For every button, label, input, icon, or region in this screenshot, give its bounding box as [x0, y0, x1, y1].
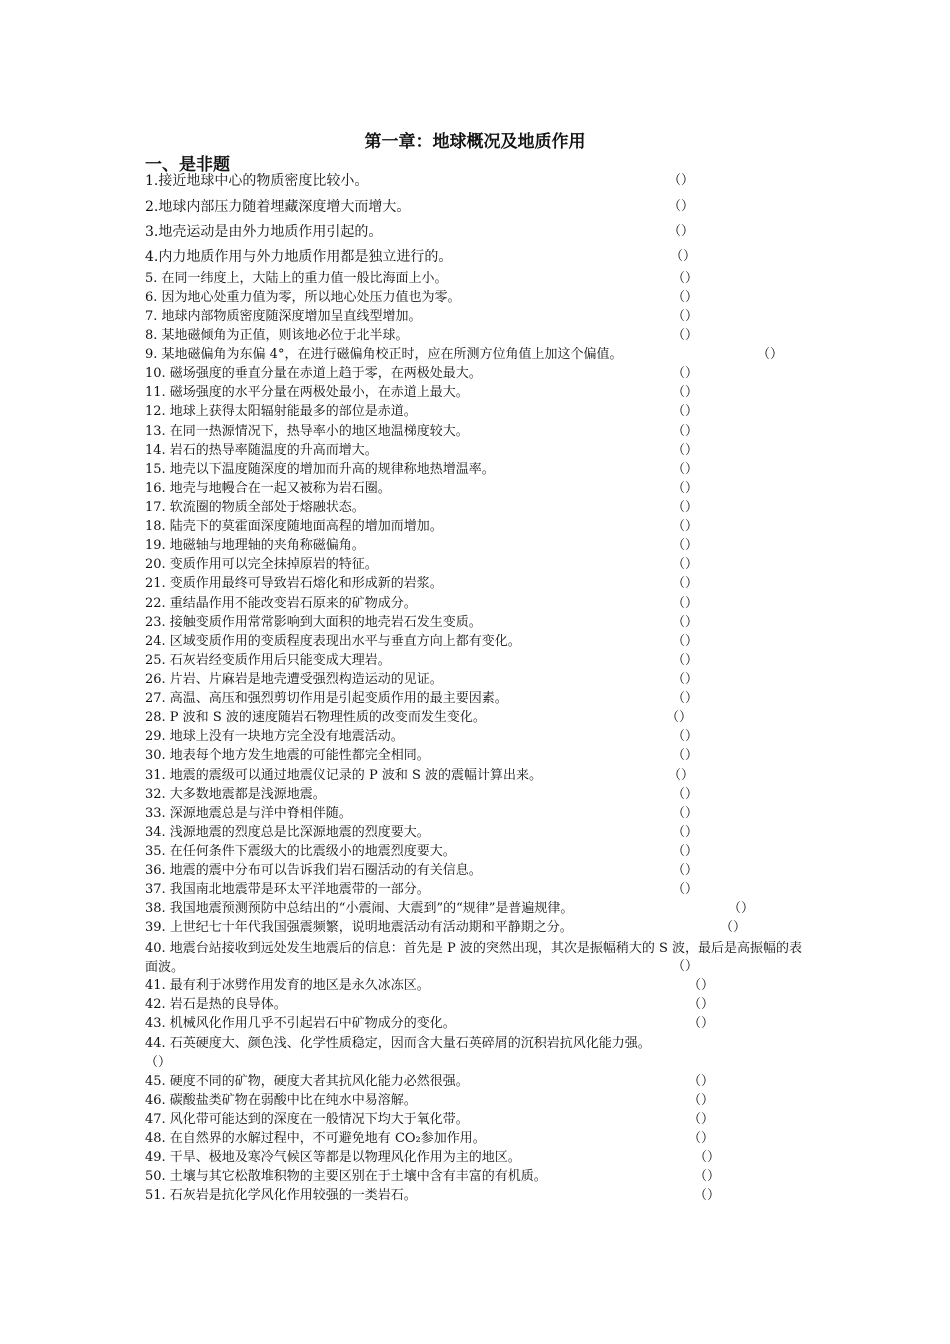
answer-paren-10[interactable]: （） [672, 366, 699, 381]
question-12: 12. 地球上获得太阳辐射能最多的部位是赤道。 [145, 404, 417, 419]
question-5: 5. 在同一纬度上，大陆上的重力值一般比海面上小。 [145, 271, 448, 286]
question-42: 42. 岩石是热的良导体。 [145, 997, 287, 1012]
question-14: 14. 岩石的热导率随温度的升高而增大。 [145, 443, 378, 458]
question-36: 36. 地震的震中分布可以告诉我们岩石圈活动的有关信息。 [145, 863, 482, 878]
question-29: 29. 地球上没有一块地方完全没有地震活动。 [145, 729, 404, 744]
question-18: 18. 陆壳下的莫霍面深度随地面高程的增加而增加。 [145, 519, 443, 534]
answer-paren-45[interactable]: （） [688, 1074, 715, 1089]
section-heading: 一、是非题 [145, 155, 230, 175]
answer-paren-26[interactable]: （） [672, 672, 699, 687]
answer-paren-48[interactable]: （） [688, 1131, 715, 1146]
answer-paren-37[interactable]: （） [672, 882, 699, 897]
question-3: 3.地壳运动是由外力地质作用引起的。 [145, 224, 383, 240]
question-43: 43. 机械风化作用几乎不引起岩石中矿物成分的变化。 [145, 1016, 456, 1031]
answer-paren-20[interactable]: （） [672, 557, 699, 572]
answer-paren-11[interactable]: （） [672, 385, 699, 400]
answer-paren-8[interactable]: （） [672, 328, 699, 343]
question-41: 41. 最有利于冰劈作用发育的地区是永久冰冻区。 [145, 978, 430, 993]
answer-paren-40[interactable]: （） [672, 959, 699, 974]
answer-paren-36[interactable]: （） [672, 863, 699, 878]
answer-paren-38[interactable]: （） [728, 901, 755, 916]
question-44: 44. 石英硬度大、颜色浅、化学性质稳定，因而含大量石英碎屑的沉积岩抗风化能力强。 [145, 1036, 651, 1051]
question-17: 17. 软流圈的物质全部处于熔融状态。 [145, 500, 365, 515]
question-11: 11. 磁场强度的水平分量在两极处最小，在赤道上最大。 [145, 385, 469, 400]
chapter-title: 第一章：地球概况及地质作用 [364, 132, 586, 152]
answer-paren-7[interactable]: （） [672, 309, 699, 324]
answer-paren-17[interactable]: （） [672, 500, 699, 515]
question-33: 33. 深源地震总是与洋中脊相伴随。 [145, 806, 352, 821]
question-6: 6. 因为地心处重力值为零，所以地心处压力值也为零。 [145, 290, 461, 305]
answer-paren-42[interactable]: （） [688, 997, 715, 1012]
question-25: 25. 石灰岩经变质作用后只能变成大理岩。 [145, 653, 391, 668]
answer-paren-21[interactable]: （） [672, 576, 699, 591]
question-4: 4.内力地质作用与外力地质作用都是独立进行的。 [145, 249, 453, 265]
question-15: 15. 地壳以下温度随深度的增加而升高的规律称地热增温率。 [145, 462, 495, 477]
question-35: 35. 在任何条件下震级大的比震级小的地震烈度要大。 [145, 844, 456, 859]
question-1: 1.接近地球中心的物质密度比较小。 [145, 173, 369, 189]
question-30: 30. 地表每个地方发生地震的可能性都完全相同。 [145, 748, 430, 763]
answer-paren-13[interactable]: （） [672, 424, 699, 439]
question-16: 16. 地壳与地幔合在一起又被称为岩石圈。 [145, 481, 391, 496]
question-28: 28. P 波和 S 波的速度随岩石物理性质的改变而发生变化。 [145, 710, 486, 725]
answer-paren-5[interactable]: （） [672, 271, 699, 286]
question-47: 47. 风化带可能达到的深度在一般情况下均大于氧化带。 [145, 1112, 469, 1127]
answer-paren-41[interactable]: （） [688, 978, 715, 993]
answer-paren-25[interactable]: （） [672, 653, 699, 668]
answer-paren-46[interactable]: （） [688, 1093, 715, 1108]
answer-paren-32[interactable]: （） [672, 787, 699, 802]
answer-paren-43[interactable]: （） [688, 1016, 715, 1031]
answer-paren-1[interactable]: （） [668, 173, 695, 188]
answer-paren-49[interactable]: （） [694, 1150, 721, 1165]
question-39: 39. 上世纪七十年代我国强震频繁，说明地震活动有活动期和平静期之分。 [145, 920, 573, 935]
answer-paren-30[interactable]: （） [672, 748, 699, 763]
answer-paren-47[interactable]: （） [688, 1112, 715, 1127]
question-21: 21. 变质作用最终可导致岩石熔化和形成新的岩浆。 [145, 576, 443, 591]
answer-paren-4[interactable]: （） [670, 249, 697, 264]
question-27: 27. 高温、高压和强烈剪切作用是引起变质作用的最主要因素。 [145, 691, 508, 706]
question-23: 23. 接触变质作用常常影响到大面积的地壳岩石发生变质。 [145, 615, 482, 630]
question-19: 19. 地磁轴与地理轴的夹角称磁偏角。 [145, 538, 365, 553]
question-34: 34. 浅源地震的烈度总是比深源地震的烈度要大。 [145, 825, 430, 840]
answer-paren-9[interactable]: （） [757, 347, 784, 362]
answer-paren-29[interactable]: （） [672, 729, 699, 744]
question-32: 32. 大多数地震都是浅源地震。 [145, 787, 326, 802]
question-26: 26. 片岩、片麻岩是地壳遭受强烈构造运动的见证。 [145, 672, 443, 687]
question-31: 31. 地震的震级可以通过地震仪记录的 P 波和 S 波的震幅计算出来。 [145, 768, 542, 783]
answer-paren-33[interactable]: （） [672, 806, 699, 821]
question-24: 24. 区域变质作用的变质程度表现出水平与垂直方向上都有变化。 [145, 634, 521, 649]
answer-paren-31[interactable]: （） [668, 768, 695, 783]
answer-paren-15[interactable]: （） [672, 462, 699, 477]
answer-paren-12[interactable]: （） [672, 404, 699, 419]
question-38: 38. 我国地震预测预防中总结出的“小震闹、大震到”的“规律”是普遍规律。 [145, 901, 574, 916]
answer-paren-28[interactable]: （） [666, 710, 693, 725]
answer-paren-34[interactable]: （） [672, 825, 699, 840]
answer-paren-39[interactable]: （） [720, 920, 747, 935]
answer-paren-51[interactable]: （） [694, 1188, 721, 1203]
answer-paren-44[interactable]: （） [145, 1055, 172, 1070]
answer-paren-16[interactable]: （） [672, 481, 699, 496]
question-8: 8. 某地磁倾角为正值，则该地必位于北半球。 [145, 328, 409, 343]
question-51: 51. 石灰岩是抗化学风化作用较强的一类岩石。 [145, 1188, 417, 1203]
answer-paren-50[interactable]: （） [694, 1169, 721, 1184]
question-22: 22. 重结晶作用不能改变岩石原来的矿物成分。 [145, 596, 417, 611]
question-50: 50. 土壤与其它松散堆积物的主要区别在于土壤中含有丰富的有机质。 [145, 1169, 547, 1184]
question-45: 45. 硬度不同的矿物，硬度大者其抗风化能力必然很强。 [145, 1074, 469, 1089]
question-9: 9. 某地磁偏角为东偏 4°，在进行磁偏角校正时，应在所测方位角值上加这个偏值。 [145, 347, 623, 362]
question-10: 10. 磁场强度的垂直分量在赤道上趋于零，在两极处最大。 [145, 366, 482, 381]
answer-paren-27[interactable]: （） [672, 691, 699, 706]
question-2: 2.地球内部压力随着埋藏深度增大而增大。 [145, 199, 411, 215]
question-7: 7. 地球内部物质密度随深度增加呈直线型增加。 [145, 309, 422, 324]
question-40: 40. 地震台站接收到远处发生地震后的信息：首先是 P 波的突然出现，其次是振幅稍大的 S 波，最后是高振幅的表面波。 [145, 941, 802, 975]
answer-paren-3[interactable]: （） [668, 224, 695, 239]
question-48: 48. 在自然界的水解过程中，不可避免地有 CO₂参加作用。 [145, 1131, 486, 1146]
answer-paren-6[interactable]: （） [672, 290, 699, 305]
answer-paren-18[interactable]: （） [672, 519, 699, 534]
answer-paren-35[interactable]: （） [672, 844, 699, 859]
question-20: 20. 变质作用可以完全抹掉原岩的特征。 [145, 557, 378, 572]
answer-paren-14[interactable]: （） [672, 443, 699, 458]
answer-paren-24[interactable]: （） [672, 634, 699, 649]
answer-paren-22[interactable]: （） [672, 596, 699, 611]
question-13: 13. 在同一热源情况下，热导率小的地区地温梯度较大。 [145, 424, 469, 439]
question-49: 49. 干旱、极地及寒冷气候区等都是以物理风化作用为主的地区。 [145, 1150, 521, 1165]
answer-paren-2[interactable]: （） [668, 199, 695, 214]
question-37: 37. 我国南北地震带是环太平洋地震带的一部分。 [145, 882, 430, 897]
answer-paren-23[interactable]: （） [672, 615, 699, 630]
answer-paren-19[interactable]: （） [672, 538, 699, 553]
question-46: 46. 碳酸盐类矿物在弱酸中比在纯水中易溶解。 [145, 1093, 417, 1108]
